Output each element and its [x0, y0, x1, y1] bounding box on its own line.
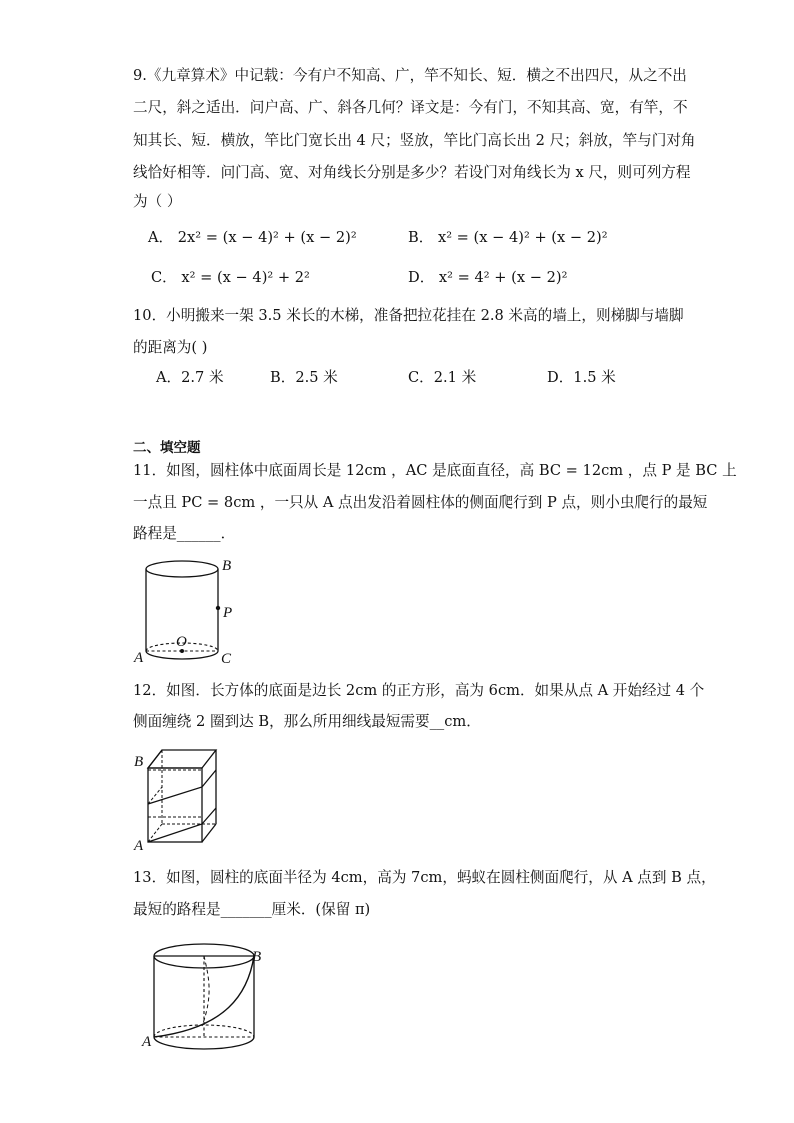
q9-option-b: B． x² = (x − 4)² + (x − 2)² — [408, 229, 608, 246]
q13-label-a: A — [142, 1034, 152, 1050]
q10-option-a: A．2.7 米 — [156, 369, 224, 386]
q9-line-1: 9.《九章算术》中记载：今有户不知高、广，竿不知长、短．横之不出四尺，从之不出 — [133, 67, 687, 84]
q12-line-2: 侧面缠绕 2 圈到达 B，那么所用细线最短需要__cm． — [133, 713, 481, 730]
q10-option-b: B．2.5 米 — [270, 369, 338, 386]
q11-label-p: P — [223, 605, 233, 621]
q9-option-d: D． x² = 4² + (x − 2)² — [408, 269, 568, 286]
q11-cylinder-figure — [128, 552, 248, 670]
q11-line-2: 一点且 PC = 8cm ，一只从 A 点出发沿着圆柱体的侧面爬行到 P 点，则小虫爬行的最短 — [133, 494, 708, 511]
q11-label-a: A — [134, 650, 144, 666]
q11-label-b: B — [222, 558, 232, 574]
q9-line-2: 二尺，斜之适出．问户高、广、斜各几何？译文是：今有门，不知其高、宽，有竿，不 — [133, 99, 688, 116]
q9-option-c: C． x² = (x − 4)² + 2² — [151, 269, 310, 286]
q10-option-c: C．2.1 米 — [408, 369, 477, 386]
q12-label-a: A — [134, 838, 144, 854]
q13-cylinder-figure — [136, 934, 276, 1052]
q12-label-b: B — [134, 754, 144, 770]
q11-line-3: 路程是______． — [133, 525, 236, 542]
section-title-fill-in: 二、填空题 — [133, 440, 201, 456]
q9-option-a: A． 2x² = (x − 4)² + (x − 2)² — [148, 229, 357, 246]
q10-option-d: D．1.5 米 — [547, 369, 616, 386]
q9-line-3: 知其长、短．横放，竿比门宽长出 4 尺；竖放，竿比门高长出 2 尺；斜放，竿与门对角 — [133, 132, 696, 149]
q9-line-5: 为（ ） — [133, 193, 182, 210]
q9-line-4: 线恰好相等．问门高、宽、对角线长分别是多少？若设门对角线长为 x 尺，则可列方程 — [133, 164, 691, 181]
q10-line-2: 的距离为( ) — [133, 339, 208, 356]
q11-label-c: C — [221, 651, 232, 667]
q13-label-b: B — [252, 949, 262, 965]
q11-line-1: 11．如图，圆柱体中底面周长是 12cm ，AC 是底面直径，高 BC = 12cm ，点 P 是 BC 上 — [133, 462, 737, 479]
q12-line-1: 12．如图．长方体的底面是边长 2cm 的正方形，高为 6cm．如果从点 A 开始经过 4 个 — [133, 682, 705, 699]
q13-line-1: 13．如图，圆柱的底面半径为 4cm，高为 7cm，蚂蚁在圆柱侧面爬行，从 A 点到 B 点， — [133, 869, 716, 886]
q11-label-o: O — [176, 634, 187, 650]
q13-line-2: 最短的路程是_______厘米．(保留 π) — [133, 901, 371, 918]
q10-line-1: 10．小明搬来一架 3.5 米长的木梯，准备把拉花挂在 2.8 米高的墙上，则梯脚与墙脚 — [133, 307, 684, 324]
q12-cuboid-figure — [128, 742, 228, 854]
